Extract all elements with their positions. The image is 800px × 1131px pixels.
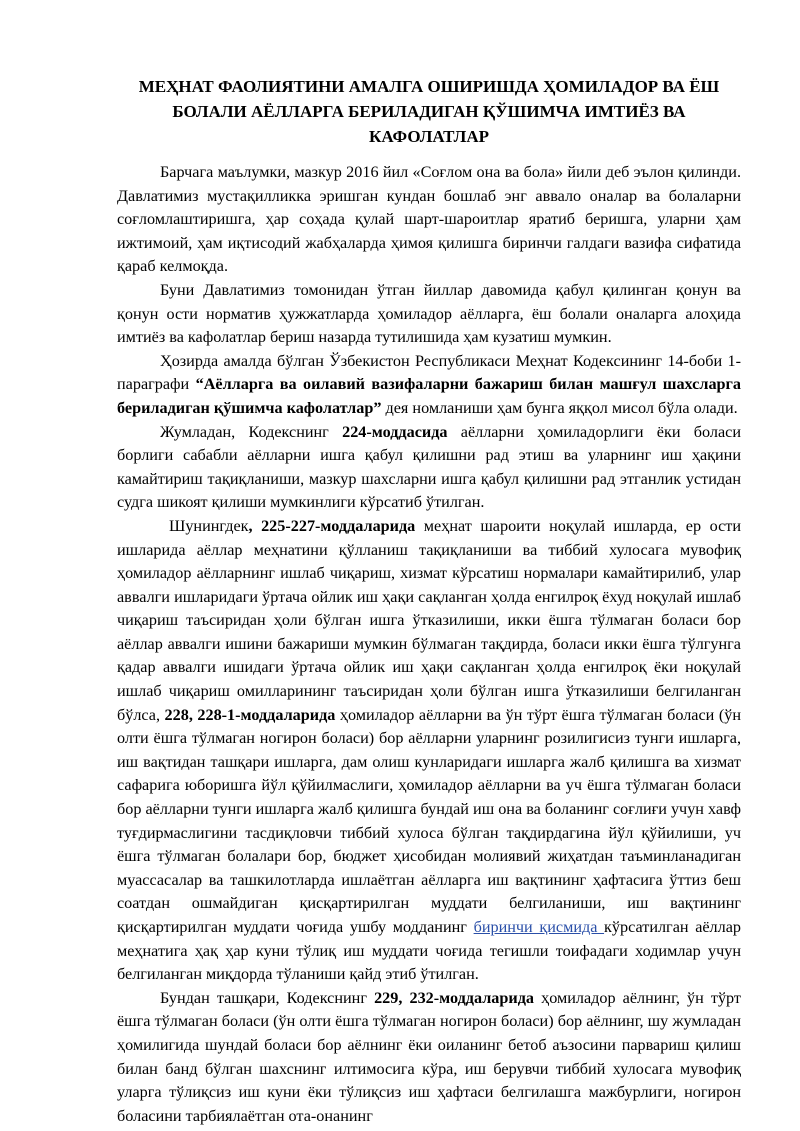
- title-line-1: МЕҲНАТ ФАОЛИЯТИНИ АМАЛГА ОШИРИШДА ҲОМИЛАДОР ВА ЁШ: [138, 77, 720, 96]
- paragraph-4-tail: аёлларни ҳомиладорлиги ёки боласи борлиги сабабли аёлларни ишга қабул қилишни рад этиш ва уларнинг иш ҳақини камайтириш тақиқланиши, мазкур шахсларни ишга қабул қилишни рад этганлик устидан судга шикоят қилиши мумкинлиги кўрсатиб ўтилган.: [117, 422, 741, 512]
- paragraph-1: Барчага маълумки, мазкур 2016 йил «Соғлом она ва бола» йили деб эълон қилинди. Давлатимиз мустақилликка эришган кундан бошлаб энг аввало оналар ва болаларни соғломлаштиришга, ҳар соҳада қулай шарт-шароитлар яратиб беришга, уларни ҳам ижтимоий, ҳам иқтисодий жабҳаларда ҳимоя қилишга биринчи галдаги вазифа сифатида қараб келмоқда.: [117, 163, 741, 276]
- document-page: [117, 70, 741, 1128]
- paragraph-5-body-2: ҳомиладор аёлларни ва ўн тўрт ёшга тўлмаган боласи (ўн олти ёшга тўлмаган ногирон боласи) бор аёлларни уларнинг розилигисиз тунги ишларга, иш вақтидан ташқари ишларга, дам олиш кунларидаги ишларга жалб қилишга ва хизмат сафарига юборишга йўл қўйилмаслиги, ҳомиладор аёлларни ва уч ёшга тўлмаган боласи бор аёлларни тунги ишларга жалб қилишга бундай иш она ва боланинг соғлиғи учун хавф туғдирмаслигини тасдиқловчи тиббий хулоса бўлган тақдирдагина йўл қўйилиши, уч ёшга тўлмаган болалари бор, бюджет ҳисобидан молиявий жиҳатдан таъминланадиган муассасалар ва ташкилотларда ишлаётган аёлларга иш вақтининг ҳафтасига ўттиз беш соатдан ошмайдиган қисқартирилган муддати белгиланиши, иш вақтининг қисқартирилган муддати чоғида ушбу модданинг: [117, 705, 741, 936]
- paragraph-5-body: меҳнат шароити ноқулай ишларда, ер ости ишларида аёллар меҳнатини қўлланиш тақиқланиши ва тиббий хулосага мувофиқ ҳомиладор аёлларнинг ишлаб чиқариш, хизмат кўрсатиш нормалари камайтирилиб, улар аввалги ишларидаги ўртача ойлик иш ҳақи сақланган ҳолда енгилроқ ёхуд ноқулай ишлаб чиқариш таъсиридан ҳоли бўлган ишга ўтказилиши, икки ёшга тўлмаган боласи бор аёллар аввалги ишини бажариши мумкин бўлмаган тақдирда, боласи икки ёшга тўлгунга қадар аввалги ишидаги ўртача ойлик иш ҳақи сақланган ҳолда енгилроқ ёки ноқулай ишлаб чиқариш омилларининг таъсиридан ҳоли бўлган ишга ўтказилиши белгиланган бўлса,: [117, 516, 741, 724]
- article-ref-229-232: 229, 232-моддаларида: [374, 988, 535, 1007]
- paragraph-5: [117, 515, 741, 987]
- paragraph-4: [117, 421, 741, 515]
- paragraph-5-tail: кўрсатилган аёллар меҳнатига ҳақ ҳар куни тўлиқ иш муддати чоғида тегишли тоифадаги ходимлар учун белгиланган миқдорда тўланиши қайд этиб ўтилган.: [117, 918, 741, 984]
- paragraph-5-text: Шунингдек: [169, 516, 249, 535]
- paragraph-3: [117, 350, 741, 421]
- first-part-link[interactable]: биринчи қисмида: [473, 918, 605, 936]
- chapter-title-quote: “Аёлларга ва оилавий вазифаларни бажариш билан машғул шахсларга бериладиган қўшимча кафолатлар”: [117, 375, 741, 417]
- title-line-2: БОЛАЛИ АЁЛЛАРГА БЕРИЛАДИГАН ҚЎШИМЧА ИМТИЁЗ ВА: [172, 102, 686, 121]
- title-line-3: КАФОЛАТЛАР: [369, 127, 489, 146]
- article-ref-228: 228, 228-1-моддаларида: [164, 705, 336, 724]
- paragraph-3-tail: дея номланиши ҳам бунга яққол мисол бўла олади.: [381, 398, 738, 417]
- document-title: [117, 70, 741, 149]
- paragraph-6-tail: ҳомиладор аёлнинг, ўн тўрт ёшга тўлмаган боласи (ўн олти ёшга тўлмаган ногирон боласи) бор аёлнинг, шу жумладан ҳомилигида шундай боласи бор аёлнинг ёки оиланинг бетоб аъзосини парвариш қилиш билан банд бўлган шахснинг илтимосига кўра, иш берувчи тиббий хулосага мувофиқ уларга тўлиқсиз иш куни ёки тўлиқсиз иш ҳафтаси белгилашга мажбурлиги, ногирон боласини тарбиялаётган ота-онанинг: [117, 988, 741, 1125]
- paragraph-6: [117, 987, 741, 1129]
- paragraph-4-text: Жумладан, Кодекснинг: [160, 422, 343, 441]
- paragraph-2: Буни Давлатимиз томонидан ўтган йиллар давомида қабул қилинган қонун ва қонун ости норматив ҳужжатларда ҳомиладор аёлларга, ёш болали оналарга алоҳида имтиёз ва кафолатлар бериш назарда тутилишида ҳам кузатиш мумкин.: [117, 280, 741, 347]
- paragraph-6-text: Бундан ташқари, Кодекснинг: [160, 988, 375, 1007]
- paragraph-3-text: Ҳозирда амалда бўлган Ўзбекистон Республикаси Меҳнат Кодексининг 14-боби 1-параграфи: [117, 351, 741, 394]
- article-ref-225-227: , 225-227-моддаларида: [248, 516, 416, 535]
- article-ref-224: 224-моддасида: [342, 422, 448, 441]
